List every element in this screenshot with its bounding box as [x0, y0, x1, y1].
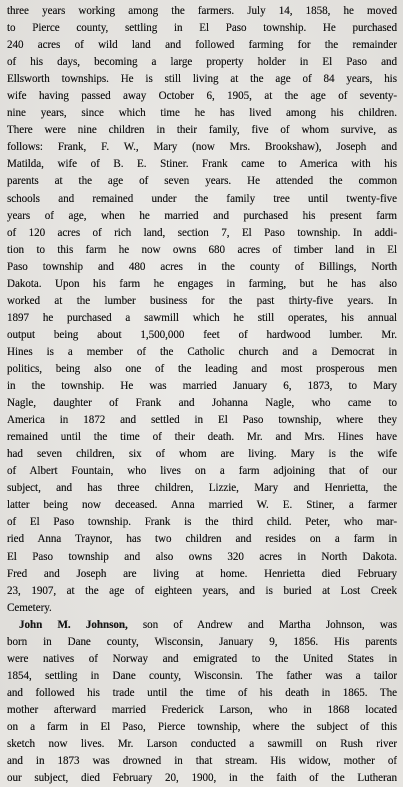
text-line: Cemetery. — [7, 601, 52, 614]
text-line: ried Anna Traynor, has two children and resides on a farm in — [7, 533, 397, 546]
text-line: born in Dane county, Wisconsin, January 9, 1856. His parents — [7, 635, 397, 648]
text-line: wife having passed away October 6, 1905, at the age of seventy- — [7, 90, 397, 103]
subject-name: John M. Johnson, — [19, 618, 128, 631]
text-line: 1854, settling in Dane county, Wisconsin. The father was a tailor — [7, 669, 397, 682]
text-line: our subject, died February 20, 1900, in the faith of the Lutheran — [7, 772, 397, 785]
text-line: politics, being also one of the leading and most prosperous men — [7, 362, 397, 375]
text-line: 23, 1907, at the age of eighteen years, and is buried at Lost Creek — [7, 584, 397, 597]
text-line: in the township. He was married January 6, 1873, to Mary — [7, 380, 397, 393]
text-line: worked at the lumber business for the past thirty-five years. In — [7, 294, 397, 307]
text-line: mother afterward married Frederick Larson, who in 1868 located — [7, 703, 397, 716]
text-line: three years working among the farmers. July 14, 1858, he moved — [7, 5, 397, 17]
text-line: Hines is a member of the Catholic church and a Democrat in — [7, 345, 397, 358]
text-line-rest: son of Andrew and Martha Johnson, was — [127, 618, 397, 631]
text-line: nine years, since which time he has lived among his children. — [7, 107, 397, 120]
text-line: had seven children, six of whom are living. Mary is the wife — [7, 448, 397, 461]
text-line: sketch now lives. Mr. Larson conducted a sawmill on Rush river — [7, 738, 397, 751]
text-line: There were nine children in their family, five of whom survive, as — [7, 124, 397, 137]
text-line: Nagle, daughter of Frank and Johanna Nagle, who came to — [7, 397, 397, 410]
paragraph-john-m-johnson — [7, 617, 397, 787]
text-line: Fred and Joseph are living at home. Henrietta died February — [7, 567, 397, 580]
text-line: follows: Frank, F. W., Mary (now Mrs. Brookshaw), Joseph and — [7, 141, 397, 154]
paragraph-hines-family — [7, 3, 397, 617]
text-line: subject, and has three children, Lizzie, Mary and Henrietta, the — [7, 482, 397, 495]
text-line: of Albert Fountain, who lives on a farm adjoining that of our — [7, 465, 397, 478]
text-line: El Paso township and also owns 320 acres in North Dakota. — [7, 550, 397, 563]
document-text — [7, 3, 397, 787]
text-line: remained until the time of their death. Mr. and Mrs. Hines have — [7, 431, 397, 444]
text-line: of his days, becoming a large property holder in El Paso and — [7, 56, 397, 69]
text-line: Ellsworth townships. He is still living at the age of 84 years, his — [7, 73, 397, 86]
text-line: and in 1873 was drowned in that stream. His widow, mother of — [7, 755, 397, 768]
text-line: to Pierce county, settling in El Paso township. He purchased — [7, 22, 397, 35]
text-line: of 120 acres of rich land, section 7, El Paso township. In addi- — [7, 226, 397, 239]
text-line: were natives of Norway and emigrated to the United States in — [7, 652, 397, 665]
text-line — [7, 617, 397, 634]
text-line: Paso township and 480 acres in the county of Billings, North — [7, 260, 397, 273]
text-line: and followed his trade until the time of his death in 1865. The — [7, 686, 397, 699]
text-line: output being about 1,500,000 feet of hardwood lumber. Mr. — [7, 328, 397, 341]
text-line: parents at the age of seven years. He attended the common — [7, 175, 397, 188]
text-line: of El Paso township. Frank is the third child. Peter, who mar- — [7, 516, 397, 529]
text-line: Matilda, wife of B. E. Stiner. Frank came to America with his — [7, 158, 397, 171]
text-line: years of age, when he married and purchased his present farm — [7, 209, 397, 222]
text-line: tion to this farm he now owns 680 acres of timber land in El — [7, 243, 397, 256]
text-line: 1897 he purchased a sawmill which he still operates, his annual — [7, 311, 397, 324]
text-line: latter being now deceased. Anna married W. E. Stiner, a farmer — [7, 499, 397, 512]
text-line: America in 1872 and settled in El Paso township, where they — [7, 414, 397, 427]
text-line: Dakota. Upon his farm he engages in farming, but he has also — [7, 277, 397, 290]
text-line: schools and remained under the family tree until twenty-five — [7, 192, 397, 205]
text-line: 240 acres of wild land and followed farming for the remainder — [7, 39, 397, 52]
text-line: on a farm in El Paso, Pierce township, where the subject of this — [7, 720, 397, 733]
